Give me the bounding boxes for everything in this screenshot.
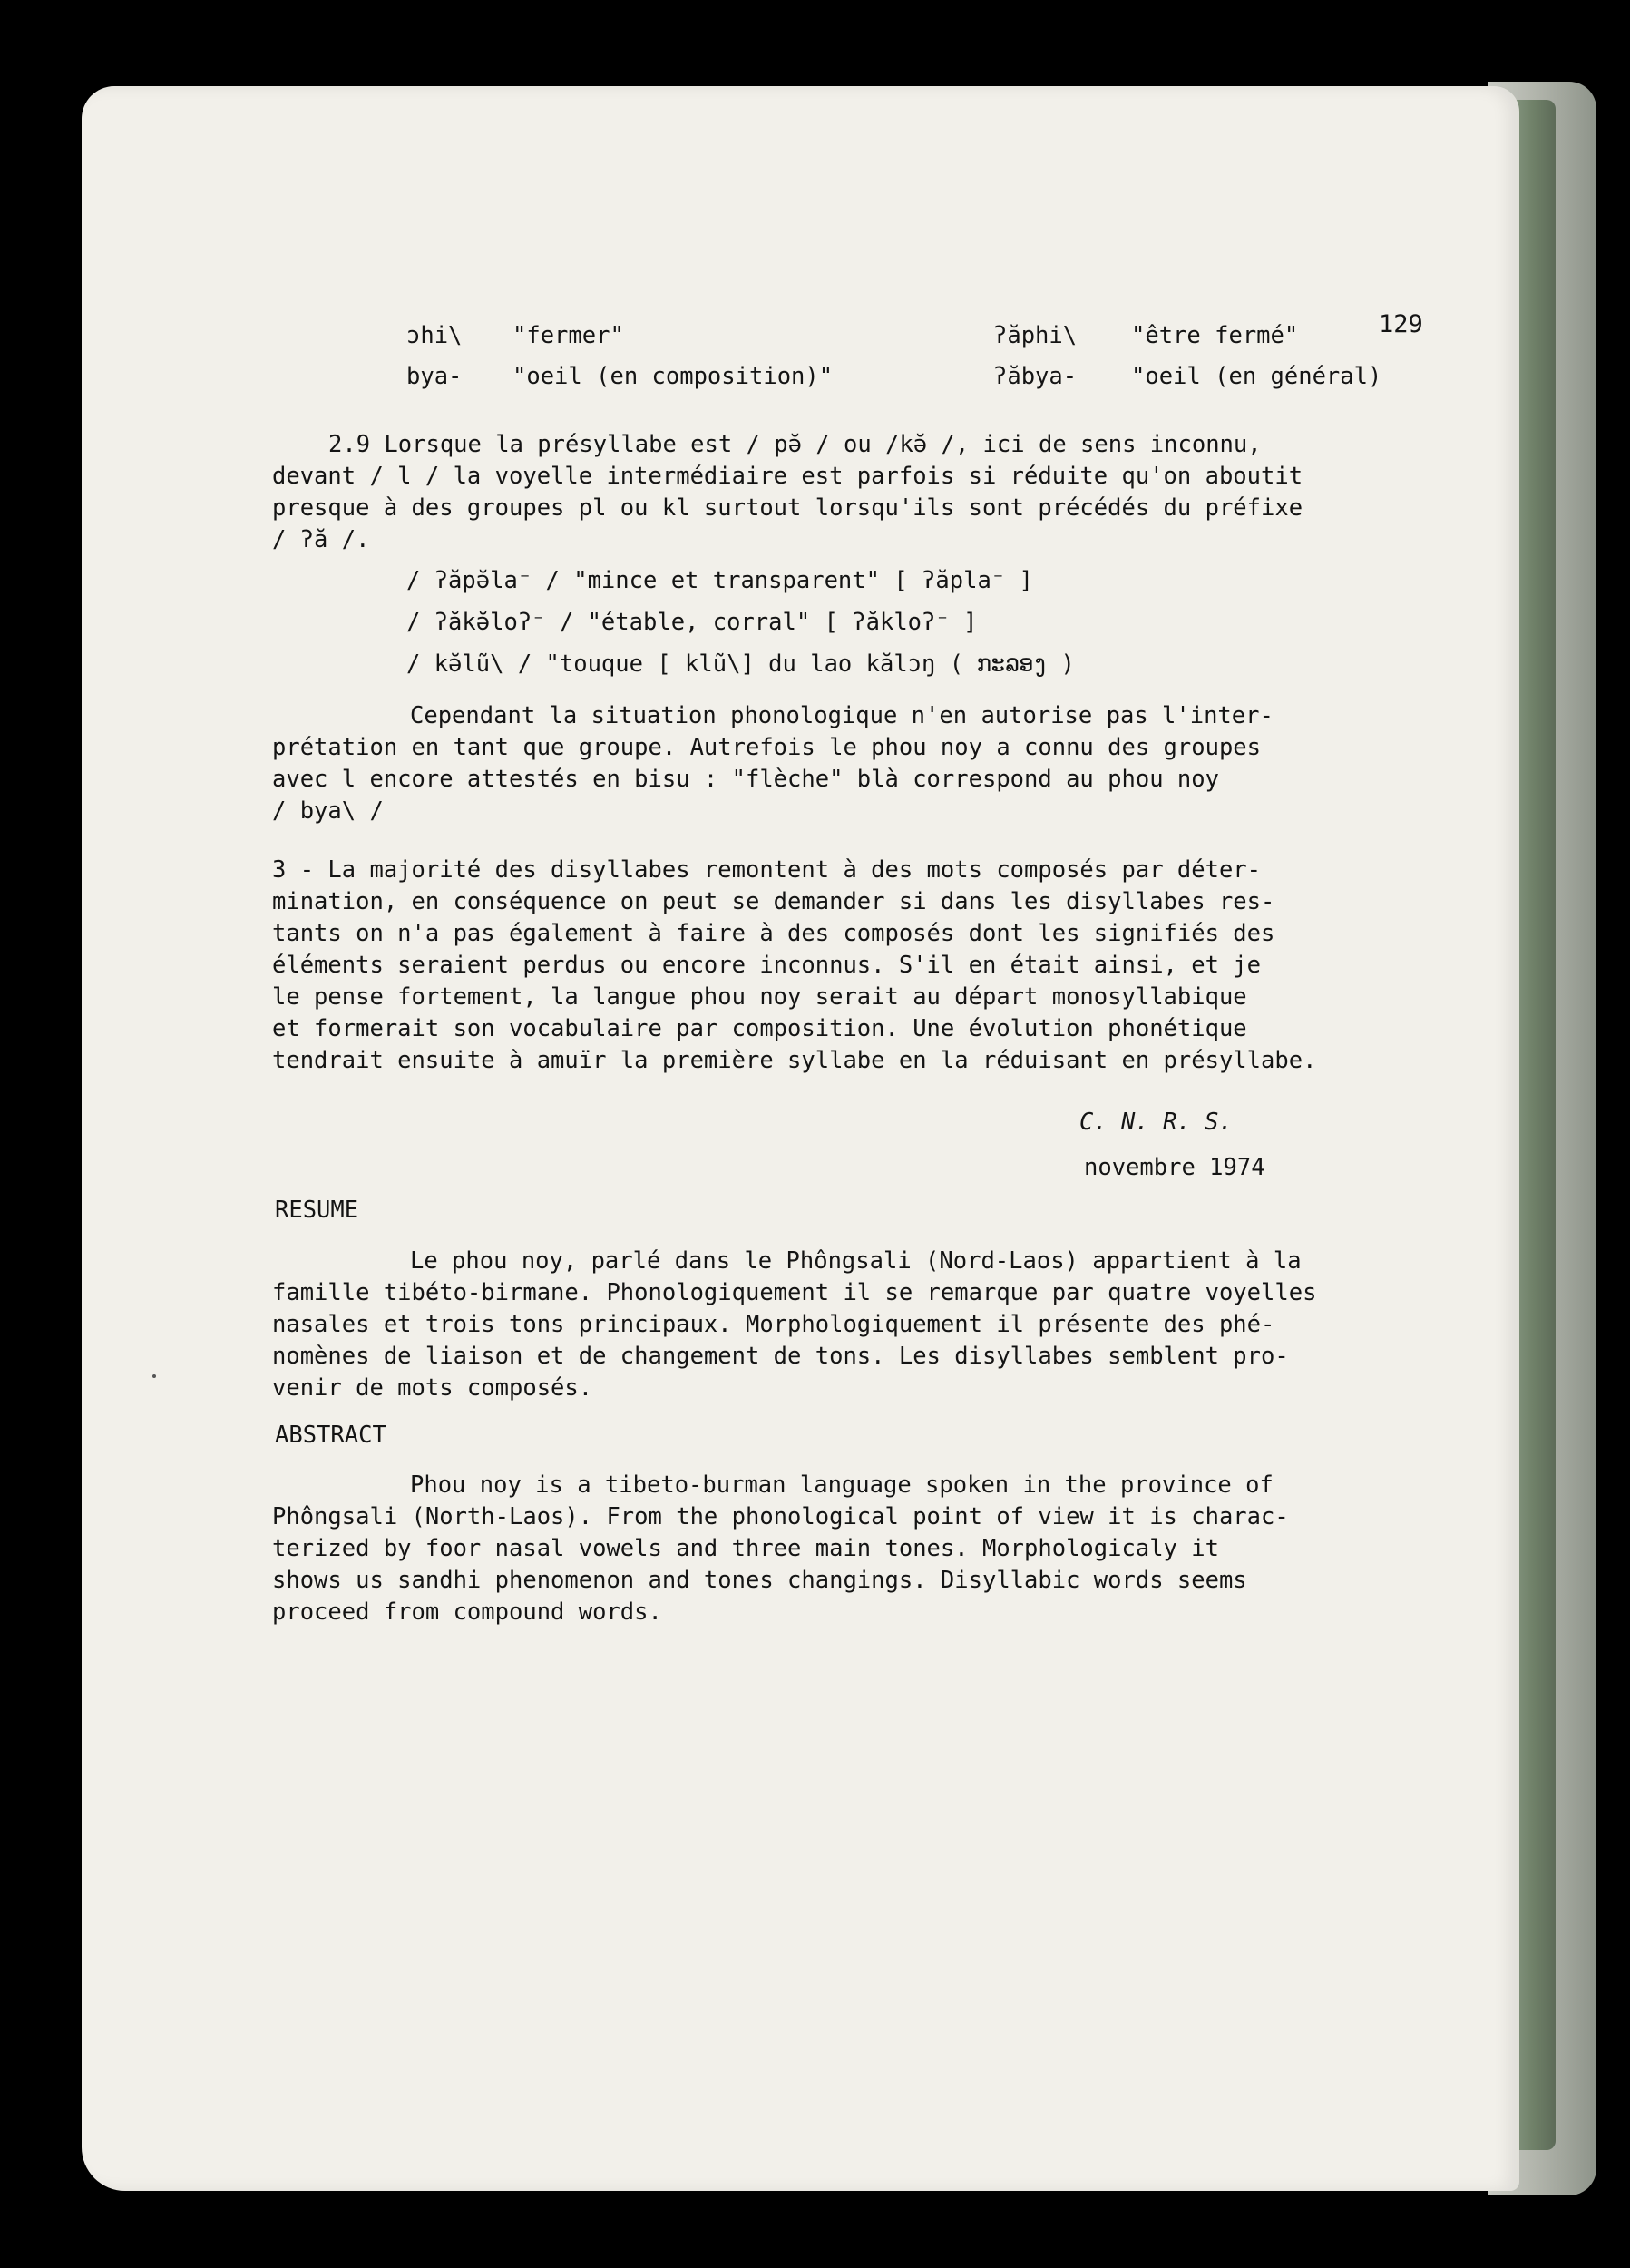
example-gloss2: "être fermé" bbox=[1131, 322, 1299, 349]
paragraph-line: et formerait son vocabulaire par composition. Une évolution phonétique bbox=[272, 1015, 1247, 1042]
example-form: ɔhi\ bbox=[406, 322, 463, 349]
paragraph-line: / bya\ / bbox=[272, 797, 384, 825]
example-line: / ʔăkə̆loʔ⁻ / "étable, corral" [ ʔăkloʔ⁻ ] bbox=[406, 609, 978, 636]
paragraph-line: tants on n'a pas également à faire à des composés dont les signifiés des bbox=[272, 920, 1275, 947]
example-form2: ʔăphi\ bbox=[993, 322, 1078, 349]
paragraph-line: proceed from compound words. bbox=[272, 1598, 662, 1626]
paragraph-line: presque à des groupes pl ou kl surtout lorsqu'ils sont précédés du préfixe bbox=[272, 494, 1303, 522]
paragraph-line: famille tibéto-birmane. Phonologiquement il se remarque par quatre voyelles bbox=[272, 1279, 1317, 1306]
paragraph-line: avec l encore attestés en bisu : "flèche" blà correspond au phou noy bbox=[272, 766, 1219, 793]
page-number: 129 bbox=[1379, 310, 1423, 338]
paragraph-line: Phôngsali (North-Laos). From the phonological point of view it is charac- bbox=[272, 1503, 1289, 1530]
paragraph-line: Cependant la situation phonologique n'en autorise pas l'inter- bbox=[410, 702, 1274, 729]
paragraph-line: devant / l / la voyelle intermédiaire est parfois si réduite qu'on aboutit bbox=[272, 463, 1303, 490]
paragraph-line: nasales et trois tons principaux. Morphologiquement il présente des phé- bbox=[272, 1311, 1275, 1338]
paragraph-line: mination, en conséquence on peut se demander si dans les disyllabes res- bbox=[272, 888, 1275, 915]
paragraph-line: le pense fortement, la langue phou noy serait au départ monosyllabique bbox=[272, 983, 1247, 1011]
example-line: / kə̆lũ\ / "touque [ klũ\] du lao kălɔŋ ( ກະລອງ ) bbox=[406, 650, 1075, 678]
paragraph-line: prétation en tant que groupe. Autrefois le phou noy a connu des groupes bbox=[272, 734, 1262, 761]
abstract-heading: ABSTRACT bbox=[275, 1422, 386, 1449]
example-form: bya- bbox=[406, 363, 463, 390]
resume-heading: RESUME bbox=[275, 1197, 359, 1224]
paragraph-line: Le phou noy, parlé dans le Phôngsali (Nord-Laos) appartient à la bbox=[410, 1247, 1302, 1275]
paragraph-line: terized by foor nasal vowels and three main tones. Morphologicaly it bbox=[272, 1535, 1219, 1562]
example-gloss2: "oeil (en général) bbox=[1131, 363, 1382, 390]
example-gloss: "fermer" bbox=[512, 322, 624, 349]
paragraph-line: 3 - La majorité des disyllabes remontent à des mots composés par déter- bbox=[272, 856, 1262, 884]
affiliation: C. N. R. S. bbox=[1079, 1109, 1233, 1136]
paragraph-line: éléments seraient perdus ou encore inconnus. S'il en était ainsi, et je bbox=[272, 952, 1262, 979]
paragraph-line: shows us sandhi phenomenon and tones changings. Disyllabic words seems bbox=[272, 1567, 1247, 1594]
paragraph-line: Phou noy is a tibeto-burman language spoken in the province of bbox=[410, 1471, 1274, 1499]
example-line: / ʔăpə̆la⁻ / "mince et transparent" [ ʔăpla⁻ ] bbox=[406, 567, 1033, 594]
paragraph-line: venir de mots composés. bbox=[272, 1374, 593, 1402]
paragraph-line: nomènes de liaison et de changement de tons. Les disyllabes semblent pro- bbox=[272, 1343, 1289, 1370]
paragraph-line: 2.9 Lorsque la présyllabe est / pə̆ / ou /kə̆ /, ici de sens inconnu, bbox=[328, 431, 1262, 458]
example-gloss: "oeil (en composition)" bbox=[512, 363, 834, 390]
paragraph-line: tendrait ensuite à amuïr la première syllabe en la réduisant en présyllabe. bbox=[272, 1047, 1317, 1074]
paragraph-line: / ʔă /. bbox=[272, 526, 370, 553]
document-page bbox=[82, 86, 1519, 2191]
speck bbox=[152, 1374, 156, 1378]
example-form2: ʔăbya- bbox=[993, 363, 1078, 390]
date: novembre 1974 bbox=[1084, 1154, 1265, 1181]
